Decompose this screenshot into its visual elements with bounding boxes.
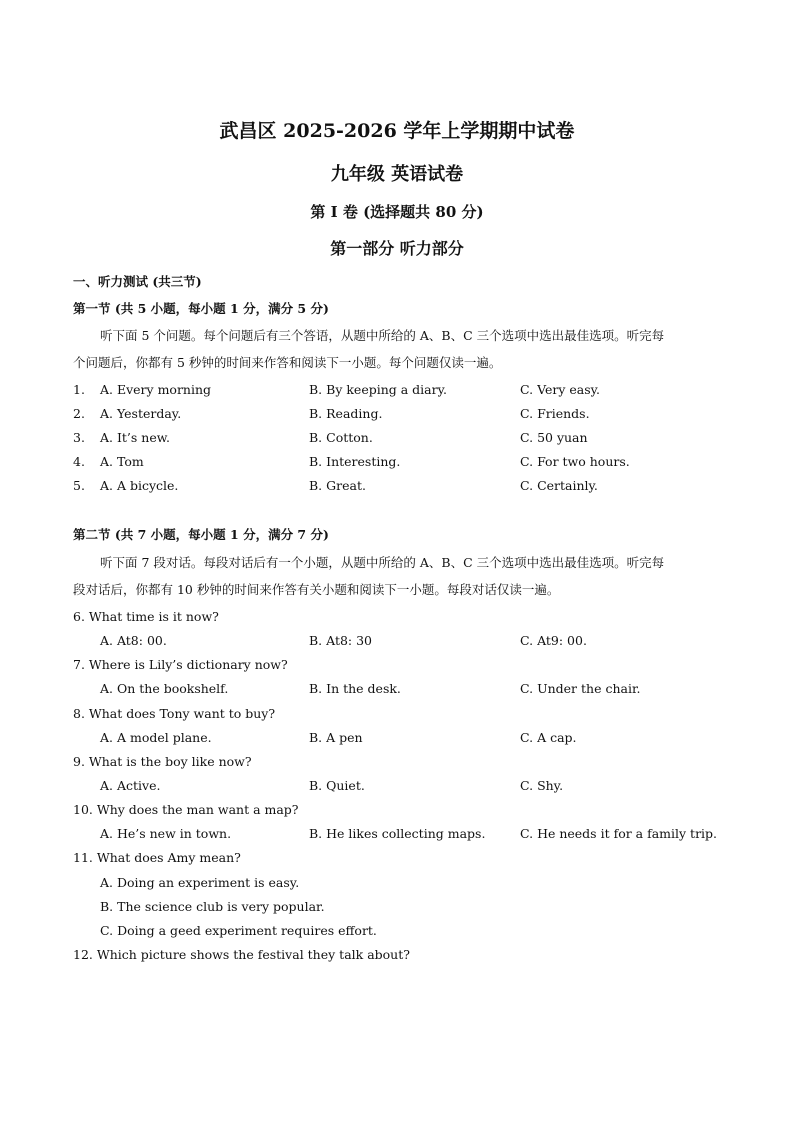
- option-a: A. Doing an experiment is easy.: [100, 875, 300, 890]
- exam-subtitle: 九年级 英语试卷: [330, 164, 464, 185]
- subsection1-instructions-line1: 听下面 5 个问题。每个问题后有三个答语，从题中所给的 A、B、C 三个选项中选出最佳选项。听完每: [100, 328, 665, 343]
- option-a: A. Active.: [100, 778, 161, 793]
- option-c: C. For two hours.: [520, 454, 630, 469]
- question-row: [73, 406, 733, 422]
- question-stem: 6. What time is it now?: [73, 609, 219, 624]
- question-stem: 9. What is the boy like now?: [73, 754, 252, 769]
- option-c: C. Very easy.: [520, 382, 600, 397]
- subsection1-heading: 第一节 (共 5 小题，每小题 1 分，满分 5 分): [73, 301, 329, 316]
- option-b: B. At8: 30: [309, 633, 373, 648]
- question-number: 4.: [73, 454, 85, 469]
- question-number: 5.: [73, 478, 85, 493]
- question-options: [73, 633, 733, 649]
- option-c: C. Under the chair.: [520, 681, 641, 696]
- option-b: B. He likes collecting maps.: [309, 826, 486, 841]
- question-options: [73, 730, 733, 746]
- question-stem: 12. Which picture shows the festival they talk about?: [73, 947, 410, 962]
- option-b: B. In the desk.: [309, 681, 401, 696]
- question-number: 2.: [73, 406, 85, 421]
- question-number: 1.: [73, 382, 85, 397]
- option-b: B. A pen: [309, 730, 363, 745]
- option-b: B. The science club is very popular.: [100, 899, 325, 914]
- option-c: C. A cap.: [520, 730, 577, 745]
- subsection2-instructions-line1: 听下面 7 段对话。每段对话后有一个小题，从题中所给的 A、B、C 三个选项中选出最佳选项。听完每: [100, 555, 665, 570]
- option-b: B. Cotton.: [309, 430, 373, 445]
- option-a: A. Every morning: [100, 382, 212, 397]
- option-a: A. At8: 00.: [100, 633, 167, 648]
- question-number: 3.: [73, 430, 85, 445]
- option-c: C. Friends.: [520, 406, 590, 421]
- option-b: B. Interesting.: [309, 454, 401, 469]
- option-c: C. Certainly.: [520, 478, 598, 493]
- option-a: A. He’s new in town.: [100, 826, 232, 841]
- option-c: C. 50 yuan: [520, 430, 588, 445]
- option-a: A. Yesterday.: [100, 406, 182, 421]
- question-row: [73, 478, 733, 494]
- question-stem: 8. What does Tony want to buy?: [73, 706, 276, 721]
- option-c: C. He needs it for a family trip.: [520, 826, 718, 841]
- option-a: A. It’s new.: [100, 430, 170, 445]
- option-b: B. Quiet.: [309, 778, 365, 793]
- subsection2-heading: 第二节 (共 7 小题，每小题 1 分，满分 7 分): [73, 527, 329, 542]
- question-row: [73, 382, 733, 398]
- subsection1-instructions-line2: 个问题后，你都有 5 秒钟的时间来作答和阅读下一小题。每个问题仅读一遍。: [73, 355, 502, 370]
- subsection2-instructions-line2: 段对话后，你都有 10 秒钟的时间来作答有关小题和阅读下一小题。每段对话仅读一遍。: [73, 582, 560, 597]
- option-b: B. By keeping a diary.: [309, 382, 447, 397]
- exam-title: 武昌区 2025-2026 学年上学期期中试卷: [219, 120, 575, 142]
- question-stem: 7. Where is Lily’s dictionary now?: [73, 657, 288, 672]
- option-a: A. A model plane.: [100, 730, 212, 745]
- question-row: [73, 430, 733, 446]
- question-options: [73, 826, 733, 842]
- question-options: [73, 778, 733, 794]
- option-c: C. Doing a geed experiment requires effort.: [100, 923, 377, 938]
- option-a: A. On the bookshelf.: [100, 681, 229, 696]
- part-heading: 第一部分 听力部分: [330, 239, 464, 258]
- question-stem: 11. What does Amy mean?: [73, 850, 241, 865]
- volume-heading: 第 I 卷 (选择题共 80 分): [310, 203, 484, 221]
- option-c: C. At9: 00.: [520, 633, 587, 648]
- question-stem: 10. Why does the man want a map?: [73, 802, 299, 817]
- option-b: B. Reading.: [309, 406, 383, 421]
- question-options: [73, 681, 733, 697]
- option-a: A. A bicycle.: [100, 478, 179, 493]
- question-row: [73, 454, 733, 470]
- section-heading: 一、听力测试 (共三节): [73, 274, 202, 289]
- option-b: B. Great.: [309, 478, 366, 493]
- option-c: C. Shy.: [520, 778, 564, 793]
- option-a: A. Tom: [100, 454, 144, 469]
